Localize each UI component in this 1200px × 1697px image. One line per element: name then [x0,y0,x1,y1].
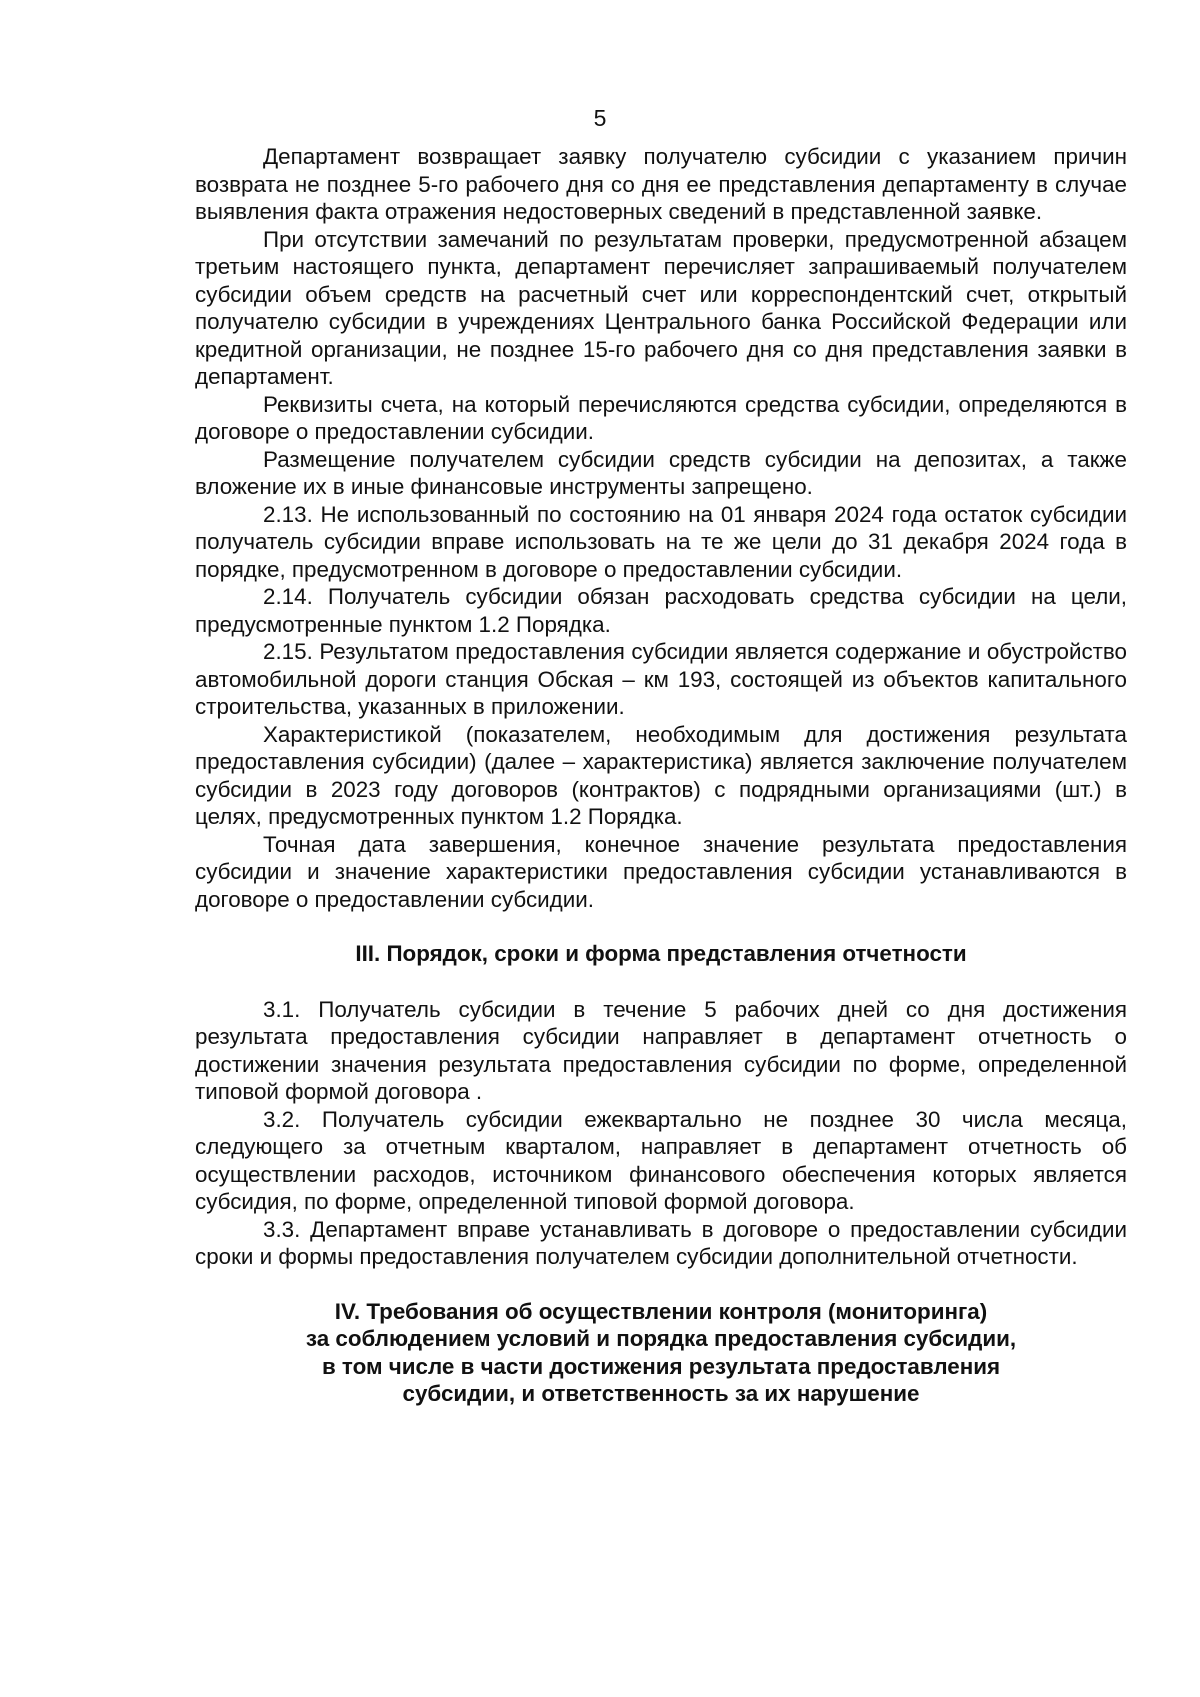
paragraph: 3.1. Получатель субсидии в течение 5 рабочих дней со дня достижения результата предоставления субсидии направляет в департамент отчетность о достижении значения результата предоставления субсидии по форме, определенной типовой формой договора . [195,996,1127,1104]
section-4-heading [195,1298,1127,1408]
section-4-heading-line: IV. Требования об осуществлении контроля (мониторинга) [334,1298,988,1324]
page-number: 5 [593,105,607,131]
paragraph: 3.2. Получатель субсидии ежеквартально не позднее 30 числа месяца, следующего за отчетным кварталом, направляет в департамент отчетность об осуществлении расходов, источником финансового обеспечения которых является субсидия, по форме, определенной типовой формой договора. [195,1106,1127,1214]
section-4-heading-line: за соблюдением условий и порядка предоставления субсидии, [305,1326,1017,1351]
paragraph: Точная дата завершения, конечное значение результата предоставления субсидии и значение характеристики предоставления субсидии устанавливаются в договоре о предоставлении субсидии. [195,831,1127,912]
section-4-heading-line: в том числе в части достижения результата предоставления [321,1353,1001,1379]
paragraph: Реквизиты счета, на который перечисляются средства субсидии, определяются в договоре о предоставлении субсидии. [195,391,1127,444]
section-3-heading: III. Порядок, сроки и форма представления отчетности [355,941,967,966]
section-4-heading-line: субсидии, и ответственность за их нарушение [402,1381,920,1406]
paragraph: 2.13. Не использованный по состоянию на 01 января 2024 года остаток субсидии получатель субсидии вправе использовать на те же цели до 31 декабря 2024 года в порядке, предусмотренном в договоре о предоставлении субсидии. [195,501,1127,582]
paragraph: Размещение получателем субсидии средств субсидии на депозитах, а также вложение их в иные финансовые инструменты запрещено. [195,446,1127,499]
paragraph: При отсутствии замечаний по результатам проверки, предусмотренной абзацем третьим настоящего пункта, департамент перечисляет запрашиваемый получателем субсидии объем средств на расчетный счет или корреспондентский счет, открытый получателю субсидии в учреждениях Центрального банка Российской Федерации или кредитной организации, не позднее 15-го рабочего дня со дня представления заявки в департамент. [195,226,1127,389]
paragraph: 2.14. Получатель субсидии обязан расходовать средства субсидии на цели, предусмотренные пунктом 1.2 Порядка. [195,584,1127,637]
paragraph: 3.3. Департамент вправе устанавливать в договоре о предоставлении субсидии сроки и формы предоставления получателем субсидии дополнительной отчетности. [195,1216,1127,1269]
paragraph: Характеристикой (показателем, необходимым для достижения результата предоставления субсидии) (далее – характеристика) является заключение получателем субсидии в 2023 году договоров (контрактов) с подрядными организациями (шт.) в целях, предусмотренных пунктом 1.2 Порядка. [195,721,1127,829]
paragraph: 2.15. Результатом предоставления субсидии является содержание и обустройство автомобильной дороги станция Обская – км 193, состоящей из объектов капитального строительства, указанных в приложении. [195,639,1127,719]
document-body [195,143,1127,1408]
paragraph: Департамент возвращает заявку получателю субсидии с указанием причин возврата не позднее 5-го рабочего дня со дня ее представления департаменту в случае выявления факта отражения недостоверных сведений в представленной заявке. [195,144,1127,224]
